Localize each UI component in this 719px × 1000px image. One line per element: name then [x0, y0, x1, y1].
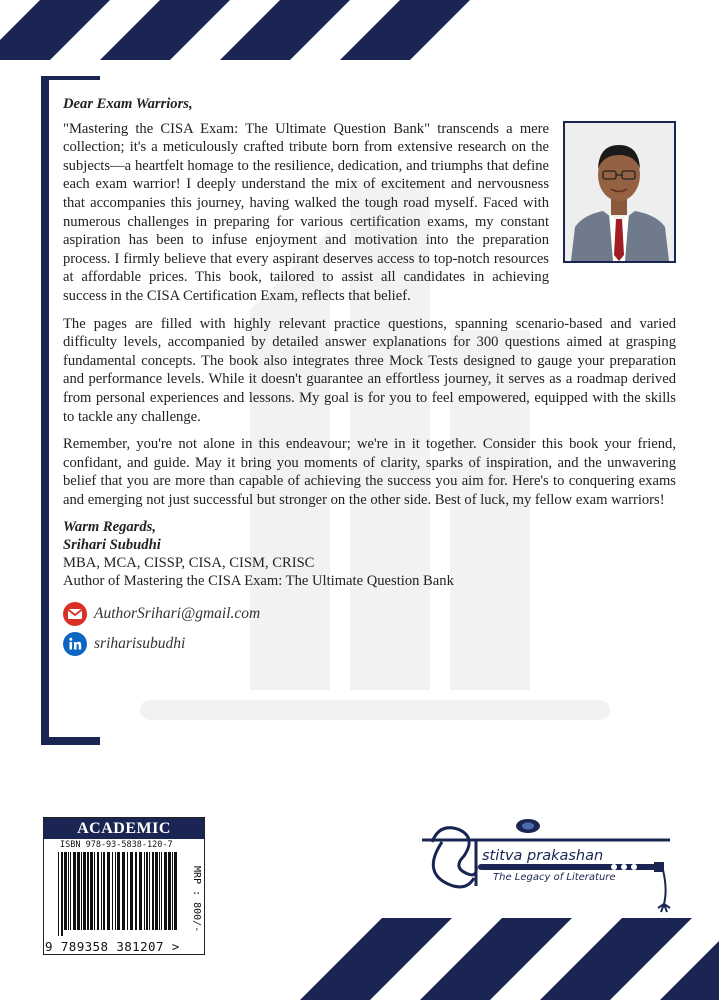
letter-signoff: [63, 518, 676, 590]
letter-salutation: Dear Exam Warriors,: [63, 96, 193, 112]
author-book-line: Author of Mastering the CISA Exam: The Ultimate Question Bank: [63, 573, 454, 590]
linkedin-contact[interactable]: [63, 632, 260, 656]
author-credentials: MBA, MCA, CISSP, CISA, CISM, CRISC: [63, 555, 315, 572]
publisher-logo: [418, 812, 680, 922]
mrp-price: MRP : 800/-: [191, 866, 202, 933]
publisher-tagline: The Legacy of Literature: [493, 872, 616, 883]
letter-paragraph-2: The pages are filled with highly relevant practice questions, spanning scenario-based and varied difficulty levels, accompanied by detailed answer explanations for 300 questions aimed at grasping fundamental concepts. The book also integrates three Mock Tests designed to gauge your preparation and performance levels. While it doesn't guarantee an effortless journey, it serves as a roadmap derived from personal experiences and lessons. My goal is for you to feel empowered, equipped with the skills to tackle any challenge.: [63, 315, 676, 425]
letter-paragraph-3: Remember, you're not alone in this endeavour; we're in it together. Consider this book your friend, confidant, and guide. May it bring you moments of clarity, sparks of inspiration, and the unwavering belief that you are more than capable of achieving the success you aim for. Here's to conquering exams and emerging not just successful but stronger on the other side. Best of luck, my fellow exam warriors!: [63, 436, 676, 508]
category-label: ACADEMIC: [44, 818, 204, 839]
letter-paragraph-1: "Mastering the CISA Exam: The Ultimate Question Bank" transcends a mere collection; it's a meticulously crafted tribute born from extensive research on the subjects—a heartfelt homage to the resilience, dedication, and triumphs that define each exam warrior! I deeply understand the mix of excitement and nervousness that accompanies this journey, having walked the tough road myself. Faced with numerous challenges in preparing for various certification exams, my constant aspiration has been to infuse enjoyment and motivation into the preparation process. I firmly believe that every aspirant deserves access to top-notch resources at affordable prices. This book, tailored to assist all candidates in achieving success in the CISA Certification Exam, reflects that belief.: [63, 120, 549, 304]
author-name: Srihari Subudhi: [63, 537, 161, 554]
author-letter: [63, 95, 676, 590]
author-contacts: [63, 602, 260, 662]
gmail-icon: [63, 602, 87, 626]
publisher-emblem: [418, 812, 680, 922]
closing-line: Warm Regards,: [63, 519, 156, 536]
email-contact[interactable]: [63, 602, 260, 626]
publisher-name: stitva prakashan: [482, 848, 604, 864]
email-address[interactable]: AuthorSrihari@gmail.com: [94, 605, 261, 622]
author-photo: [563, 121, 676, 263]
linkedin-handle[interactable]: sriharisubudhi: [94, 635, 186, 652]
bottom-stripe-band: [0, 918, 719, 1000]
barcode-digits: 9 789358 381207 >: [45, 939, 180, 954]
isbn-number: ISBN 978-93-5838-120-7: [60, 840, 173, 850]
top-stripe-band: [0, 0, 719, 60]
linkedin-icon: [63, 632, 87, 656]
